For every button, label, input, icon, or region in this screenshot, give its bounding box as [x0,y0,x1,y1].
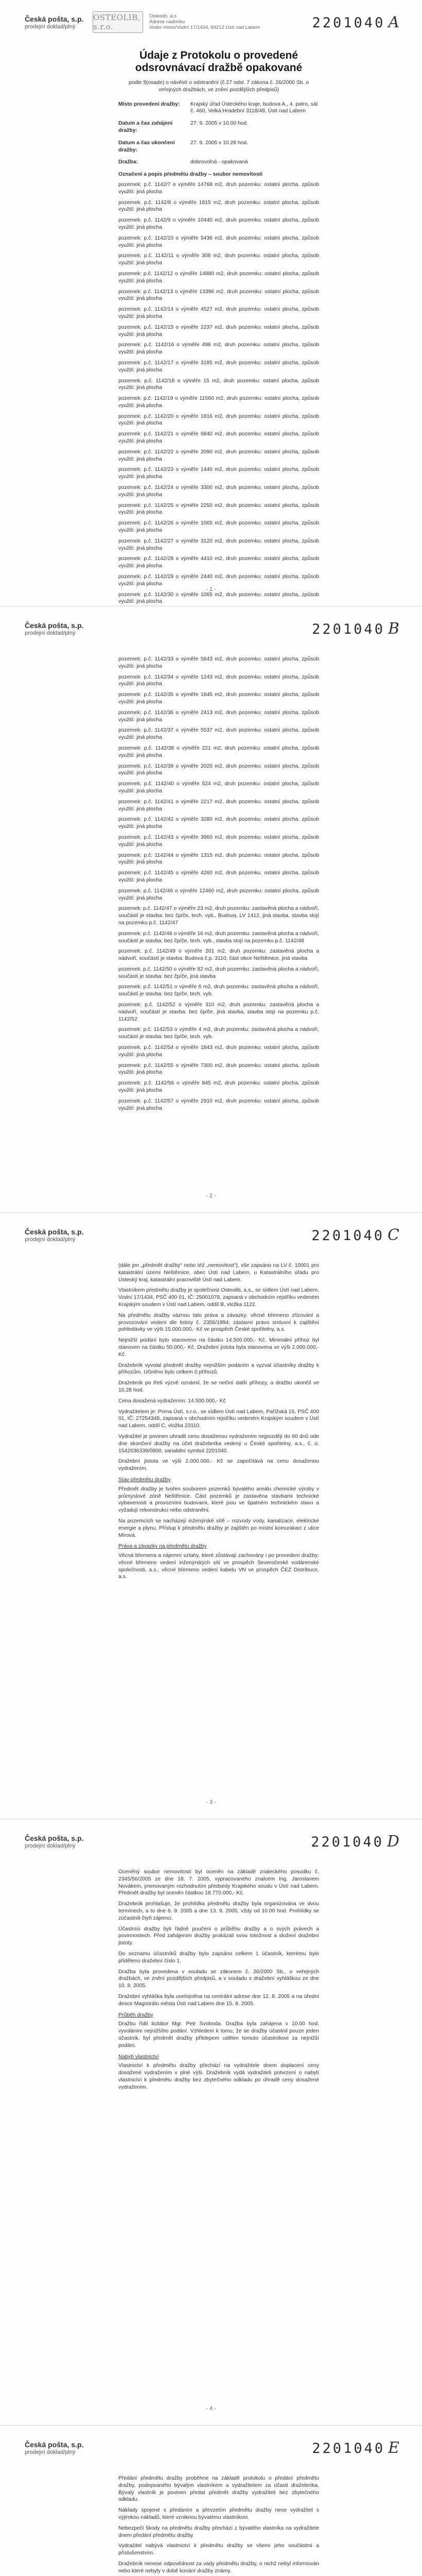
paragraph: pozemek: p.č. 1142/26 o výměře 1065 m2, druh pozemku: ostatní plocha, způsob využití: jiná plocha [118,520,319,534]
field-start: Datum a čas zahájení dražby: 27. 9. 2005 v 10.00 hod. [118,121,249,133]
header-brand [25,1835,83,1850]
paragraph: pozemek: p.č. 1142/44 o výměře 1315 m2, druh pozemku: ostatní plocha, způsob využití: jiná plocha [118,852,319,866]
paragraph: Vydražitel nabývá vlastnictví k předmětu dražby se všemi jeho součástmi a příslušenstvím. [118,2543,319,2556]
paragraph: pozemek: p.č. 1142/10 o výměře 5436 m2, druh pozemku: ostatní plocha, způsob využití: jiná plocha [118,235,319,248]
paragraph: pozemek: p.č. 1142/20 o výměře 1816 m2, druh pozemku: ostatní plocha, způsob využití: jiná plocha [118,413,319,427]
paragraph: Vydražitelem je: Prima Ústí, s.r.o., se sídlem Ústí nad Labem, Pařížská 15, PSČ 400 01, IČ: 27254348, zapsaná v obchodním rejstříku vedeném Krajským soudem v Ústí nad Labem, oddíl C, vložka 23110. [118,1409,319,1429]
stamp-number: 2201040 A [312,13,401,31]
paragraph-list [118,2475,319,2575]
page-2 [0,606,422,1213]
paragraph: pozemek: p.č. 1142/42 o výměře 3280 m2, druh pozemku: ostatní plocha, způsob využití: jiná plocha [118,817,319,830]
brand-name: Česká pošta, s.p. [25,2441,84,2449]
paragraph: pozemek: p.č. 1142/21 o výměře 6840 m2, druh pozemku: ostatní plocha, způsob využití: jiná plocha [118,431,319,445]
brand-sub: prodejní doklad/plný [25,1236,76,1243]
paragraph: Dražebník nenese odpovědnost za vady předmětu dražby, o nichž nebyl informován nebo které nebyly v době konání dražby známy. [118,2561,319,2574]
paragraph: Dražebník po třetí výzvě oznámil, že se nečiní další příhozy, a dražbu ukončil ve 10.28 hod. [118,1380,319,1393]
stamp-number: 2201040 E [312,2439,401,2457]
paragraph: pozemek: p.č. 1142/22 o výměře 2090 m2, druh pozemku: ostatní plocha, způsob využití: jiná plocha [118,449,319,462]
paragraph: pozemek: p.č. 1142/9 o výměře 10440 m2, druh pozemku: ostatní plocha, způsob využití: jiná plocha [118,217,319,230]
page-1-body [118,49,319,645]
paragraph-list [118,1262,319,1472]
page-1 [0,0,422,606]
paragraph: Předmět dražby je tvořen souborem pozemků bývalého areálu chemické výroby v průmyslové zóně Neštěmice. Část pozemků je zastavěna stavbami technické vybavenosti a provozními budovami, které jsou ve špatném technickém stavu a vyžadují rekonstrukci nebo odstranění. [118,1486,319,1514]
stamp-suffix: D [386,1833,401,1851]
heading-course: Průběh dražby [118,2012,153,2018]
document-intro: podle §(osade) o návěstí o odstranění (č.27 odst. 7 zákona č. 26/2000 Sb. o veřejných dražbách, ve znění pozdějších předpisů) [128,80,309,93]
paragraph: pozemek: p.č. 1142/15 o výměře 2237 m2, druh pozemku: ostatní plocha, způsob využití: jiná plocha [118,324,319,337]
paragraph: pozemek: p.č. 1142/27 o výměře 3120 m2, druh pozemku: ostatní plocha, způsob využití: jiná plocha [118,538,319,551]
field-end: Datum a čas ukončení dražby: 27. 9. 2005 v 10.28 hod. [118,140,249,153]
brand-name: Česká pošta, s.p. [25,621,84,630]
paragraph: pozemek: p.č. 1142/40 o výměře 524 m2, druh pozemku: ostatní plocha, způsob využití: jiná plocha [118,781,319,794]
paragraph: pozemek: p.č. 1142/49 o výměře 201 m2, druh pozemku: zastavěná plocha a nádvoří, součástí je stavba: Budova č.p. 3110, část obce Neštěmice, jiná stavba [118,948,319,962]
logo-meta: Osteolib, a.s. Adrese nadmíku Vodní mimo/Vodní 17/1434, 69212 Ústí nad Labem [149,13,260,30]
paragraph: Nebezpečí škody na předmětu dražby přechází z bývalého vlastníka na vydražitele dnem předání předmětu dražby. [118,2525,319,2538]
page-4 [0,1819,422,2426]
parcel-list [118,656,319,1112]
paragraph: pozemek: p.č. 1142/54 o výměře 1843 m2, druh pozemku: ostatní plocha, způsob využití: jiná plocha [118,1045,319,1058]
header-brand [25,15,83,31]
paragraph: pozemek: p.č. 1142/29 o výměře 2440 m2, druh pozemku: ostatní plocha, způsob využití: jiná plocha [118,574,319,587]
page-number: - 2 - [206,1193,216,1199]
page-3 [0,1213,422,1819]
paragraph: pozemek: p.č. 1142/39 o výměře 2020 m2, druh pozemku: ostatní plocha, způsob využití: jiná plocha [118,763,319,776]
paragraph: pozemek: p.č. 1142/56 o výměře 845 m2, druh pozemku: ostatní plocha, způsob využití: jiná plocha [118,1080,319,1094]
header-brand [25,1228,83,1244]
stamp-number: 2201040 D [311,1833,401,1851]
paragraph: pozemek: p.č. 1142/51 o výměře 6 m2, druh pozemku: zastavěná plocha a nádvoří, součástí je stavba: bez čp/če, tech. vyb. [118,984,319,997]
paragraph: (dále jen „předmět dražby“ nebo též „nemovitost“), vše zapsáno na LV č. 10001 pro katastrální území Neštěmice, obec Ústí nad Labem, u Katastrálního úřadu pro Ústecký kraj, katastrální pracoviště Ústí nad Labem. [118,1263,319,1283]
paragraph: pozemek: p.č. 1142/55 o výměře 7300 m2, druh pozemku: ostatní plocha, způsob využití: jiná plocha [118,1062,319,1076]
stamp-number: 2201040 B [312,620,401,638]
paragraph: pozemek: p.č. 1142/48 o výměře 16 m2, druh pozemku: zastavěná plocha a nádvoří, součástí je stavba: bez čp/če, tech. vyb., stavba stojí na pozemku p.č. 1142/48 [118,930,319,944]
page-5 [0,2426,422,2576]
paragraph: pozemek: p.č. 1142/7 o výměře 14768 m2, druh pozemku: ostatní plocha, způsob využití: jiná plocha [118,181,319,195]
paragraph-list [118,1869,319,2008]
paragraph: Dražební jistota ve výši 2.000.000,- Kč se započítává na cenu dosaženou vydražením. [118,1459,319,1472]
paragraph: Dražební vyhláška byla uveřejněna na centrální adrese dne 12. 8. 2005 a na úřední desce Magistrátu města Ústí nad Labem dne 15. 8. 2005. [118,1993,319,2007]
field-type: Dražba: dobrovolná - opakovaná [118,159,248,165]
paragraph: Dražebník prohlašuje, že prohlídka předmětu dražby byla organizována ve dvou termínech, a to dne 6. 9. 2005 a dne 13. 9. 2005, vždy od 10.00 hod. Prohlídky se zúčastnili čtyři zájemci. [118,1901,319,1921]
paragraph: pozemek: p.č. 1142/52 o výměře 310 m2, druh pozemku: zastavěná plocha a nádvoří, součástí je stavba: bez čp/če, jiná stavba, stavba stojí na pozemku p.č. 1142/52 [118,1002,319,1022]
paragraph: pozemek: p.č. 1142/38 o výměře 221 m2, druh pozemku: ostatní plocha, způsob využití: jiná plocha [118,745,319,758]
paragraph: pozemek: p.č. 1142/34 o výměře 1243 m2, druh pozemku: ostatní plocha, způsob využití: jiná plocha [118,674,319,687]
paragraph: Předání předmětu dražby proběhne na základě protokolu o předání předmětu dražby, podepsaného bývalým vlastníkem a vydražitelem za účasti dražebníka. Bývalý vlastník je povinen předat předmět dražby vydražiteli bez zbytečného odkladu. [118,2476,319,2503]
stamp-suffix: A [388,13,401,31]
paragraph: pozemek: p.č. 1142/28 o výměře 4410 m2, druh pozemku: ostatní plocha, způsob využití: jiná plocha [118,556,319,569]
stamp-suffix: C [388,1226,401,1244]
page-number: - 4 - [206,2405,216,2412]
paragraph: pozemek: p.č. 1142/36 o výměře 2413 m2, druh pozemku: ostatní plocha, způsob využití: jiná plocha [118,709,319,723]
paragraph: pozemek: p.č. 1142/47 o výměře 23 m2, druh pozemku: zastavěná plocha a nádvoří, součástí je stavba: bez čp/če, tech. vyb., Budova, LV 1412, jiná stavba, stavba stojí na pozemku p.č. 1142/47 [118,906,319,926]
paragraph: pozemek: p.č. 1142/33 o výměře 5843 m2, druh pozemku: ostatní plocha, způsob využití: jiná plocha [118,656,319,669]
brand-sub: prodejní doklad/plný [25,24,76,30]
paragraph: pozemek: p.č. 1142/16 o výměře 498 m2, druh pozemku: ostatní plocha, způsob využití: jiná plocha [118,342,319,355]
paragraph: Cena dosažená vydražením: 14.500.000,- Kč [118,1398,226,1404]
paragraph: pozemek: p.č. 1142/8 o výměře 1815 m2, druh pozemku: ostatní plocha, způsob využití: jiná plocha [118,199,319,213]
brand-sub: prodejní doklad/plný [25,630,76,636]
document-title: Údaje z Protokolu o provedené odsrovnávací dražbě opakované [135,49,303,74]
paragraph: Dražba byla provedena v souladu se zákonem č. 26/2000 Sb., o veřejných dražbách, ve znění pozdějších předpisů, a v souladu s dražební vyhláškou ze dne 10. 8. 2005. [118,1969,319,1989]
page-2-body [118,656,319,1115]
heading-state: Stav předmětu dražby [118,1477,171,1483]
header-brand [25,2441,83,2456]
paragraph: Dražebník vyvolal předmět dražby nejnižším podáním a vyzval účastníky dražby k příhozům. Učiněno bylo celkem 0 příhozů. [118,1362,319,1376]
paragraph: pozemek: p.č. 1142/25 o výměře 2250 m2, druh pozemku: ostatní plocha, způsob využití: jiná plocha [118,502,319,516]
heading-ownership: Nabytí vlastnictví [118,2054,159,2060]
paragraph: pozemek: p.č. 1142/14 o výměře 4527 m2, druh pozemku: ostatní plocha, způsob využití: jiná plocha [118,307,319,319]
page-number: - 1 - [206,586,216,592]
page-number: - 3 - [206,1799,216,1805]
paragraph: pozemek: p.č. 1142/23 o výměře 1440 m2, druh pozemku: ostatní plocha, způsob využití: jiná plocha [118,467,319,480]
paragraph: pozemek: p.č. 1142/37 o výměře 5537 m2, druh pozemku: ostatní plocha, způsob využití: jiná plocha [118,727,319,741]
paragraph: Účastníci dražby byli řádně poučeni o průběhu dražby a o svých právech a povinnostech. Před zahájením dražby prokázali svou totožnost a složení dražební jistoty. [118,1926,319,1946]
paragraph: pozemek: p.č. 1142/30 o výměře 1065 m2, druh pozemku: ostatní plocha, způsob využití: jiná plocha [118,591,319,605]
page-3-body [118,1262,319,1584]
brand-name: Česká pošta, s.p. [25,1228,84,1236]
page-5-body [118,2475,319,2576]
header-brand [25,622,83,637]
paragraph: pozemek: p.č. 1142/53 o výměře 4 m2, druh pozemku: zastavěná plocha a nádvoří, součástí je stavba: bez čp/če, tech. vyb. [118,1027,319,1040]
section-heading: Označení a popis předmětu dražby – soubor nemovitostí [118,172,263,178]
stamp-number: 2201040 C [311,1226,401,1244]
paragraph: pozemek: p.č. 1142/18 o výměře 15 m2, druh pozemku: ostatní plocha, způsob využití: jiná plocha [118,378,319,391]
paragraph: Vydražitel je povinen uhradit cenu dosaženou vydražením nejpozději do 60 dnů ode dne skončení dražby na účet dražebníka vedený u České spořitelny, a.s., č. ú. 1542036339/0800, variabilní symbol 2201040. [118,1433,319,1454]
logo: OSTEOLIB, s.r.o. [93,11,143,33]
paragraph: Na předmětu dražby váznou tato práva a závazky: věcné břemeno zřizování a provozování vedení dle listiny č. 2356/1994; zástavní právo smluvní k zajištění pohledávky ve výši 15.000.000,- Kč ve prospěch České spořitelny, a.s. [118,1312,319,1333]
paragraph: Vlastníkem předmětu dražby je společnost Osteolib, a.s., se sídlem Ústí nad Labem, Vodní 17/1434, PSČ 400 01, IČ: 25001078, zapsaná v obchodním rejstříku vedeném Krajským soudem v Ústí nad Labem, oddíl B, vložka 1122. [118,1287,319,1308]
paragraph: pozemek: p.č. 1142/50 o výměře 82 m2, druh pozemku: zastavěná plocha a nádvoří, součástí je stavba: bez čp/če, jiná stavba [118,966,319,979]
paragraph: Vlastnictví k předmětu dražby přechází na vydražitele dnem doplacení ceny dosažené vydražením v plné výši. Dražebník vydá vydražiteli potvrzení o nabytí vlastnictví k předmětu dražby bez zbytečného odkladu po úhradě ceny dosažené vydražením. [118,2063,319,2090]
brand-name: Česká pošta, s.p. [25,1834,84,1842]
paragraph: pozemek: p.č. 1142/35 o výměře 1845 m2, druh pozemku: ostatní plocha, způsob využití: jiná plocha [118,692,319,705]
paragraph: pozemek: p.č. 1142/17 o výměře 3185 m2, druh pozemku: ostatní plocha, způsob využití: jiná plocha [118,360,319,373]
paragraph: pozemek: p.č. 1142/41 o výměře 2217 m2, druh pozemku: ostatní plocha, způsob využití: jiná plocha [118,799,319,812]
paragraph: pozemek: p.č. 1142/11 o výměře 308 m2, druh pozemku: ostatní plocha, způsob využití: jiná plocha [118,253,319,266]
paragraph: pozemek: p.č. 1142/45 o výměře 4260 m2, druh pozemku: ostatní plocha, způsob využití: jiná plocha [118,870,319,883]
paragraph: Věcná břemena a nájemní vztahy, které zůstávají zachovány i po provedení dražby: věcné břemeno vedení inženýrských sítí ve prospěch Severočeské vodárenské společnosti, a.s.; věcné břemeno vedení kabelu VN ve prospěch ČEZ Distribuce, a.s. [118,1553,319,1580]
brand-sub: prodejní doklad/plný [25,1843,76,1849]
paragraph: pozemek: p.č. 1142/46 o výměře 12460 m2, druh pozemku: ostatní plocha, způsob využití: jiná plocha [118,888,319,901]
page-4-body [118,1869,319,2095]
field-place: Místo provedení dražby: Krajský úřad Ústeckého kraje, budova A., 4. patro, sál č. 460, Velká Hradební 3118/48, Ústí nad Labem [118,101,318,114]
paragraph: Náklady spojené s předáním a převzetím předmětu dražby nese vydražitel s výjimkou nákladů, které vzniknou bývalému vlastníkovi. [118,2507,319,2520]
brand-name: Česká pošta, s.p. [25,15,84,23]
paragraph: pozemek: p.č. 1142/57 o výměře 2910 m2, druh pozemku: ostatní plocha, způsob využití: jiná plocha [118,1098,319,1111]
paragraph: pozemek: p.č. 1142/19 o výměře 11560 m2, druh pozemku: ostatní plocha, způsob využití: jiná plocha [118,396,319,409]
paragraph: pozemek: p.č. 1142/12 o výměře 14880 m2, druh pozemku: ostatní plocha, způsob využití: jiná plocha [118,270,319,284]
paragraph: Oceněný soubor nemovitostí byl oceněn na základě znaleckého posudku č. 2345/56/2005 ze dne 18. 7. 2005, vypracovaného znalcem Ing. Jaroslavem Novákem, jmenovaným rozhodnutím předsedy Krajského soudu v Ústí nad Labem. Předmět dražby byl oceněn částkou 18.770.000,- Kč. [118,1869,319,1896]
paragraph: Nejnižší podání bylo stanoveno na částku 14.500.000,- Kč. Minimální příhoz byl stanoven na částku 50.000,- Kč. Dražební jistota byla stanovena ve výši 2.000.000,- Kč. [118,1337,319,1358]
paragraph: pozemek: p.č. 1142/43 o výměře 3960 m2, druh pozemku: ostatní plocha, způsob využití: jiná plocha [118,834,319,848]
brand-sub: prodejní doklad/plný [25,2449,76,2455]
stamp-suffix: E [388,2439,401,2457]
paragraph: pozemek: p.č. 1142/13 o výměře 13396 m2, druh pozemku: ostatní plocha, způsob využití: jiná plocha [118,289,319,302]
paragraph: Dražbu řídil licitátor Mgr. Petr Svoboda. Dražba byla zahájena v 10.00 hod. vyvoláním nejnižšího podání. Vzhledem k tomu, že se dražby účastnil pouze jeden účastník, byl předmět dražby příklepem udělen tomuto účastníkovi za nejnižší podání. [118,2021,319,2048]
heading-rights: Práva a závazky na předmětu dražby [118,1544,207,1550]
paragraph: pozemek: p.č. 1142/24 o výměře 3300 m2, druh pozemku: ostatní plocha, způsob využití: jiná plocha [118,485,319,498]
paragraph: Do seznamu účastníků dražby bylo zapsáno celkem 1 účastník, kterému bylo přiděleno dražební číslo 1. [118,1951,319,1964]
paragraph: Na pozemcích se nacházejí inženýrské sítě – rozvody vody, kanalizace, elektrické energie a plynu. Přístup k předmětu dražby je zajištěn po místní komunikaci z ulice Mírová. [118,1518,319,1538]
parcel-list [118,181,319,641]
stamp-suffix: B [388,620,401,638]
